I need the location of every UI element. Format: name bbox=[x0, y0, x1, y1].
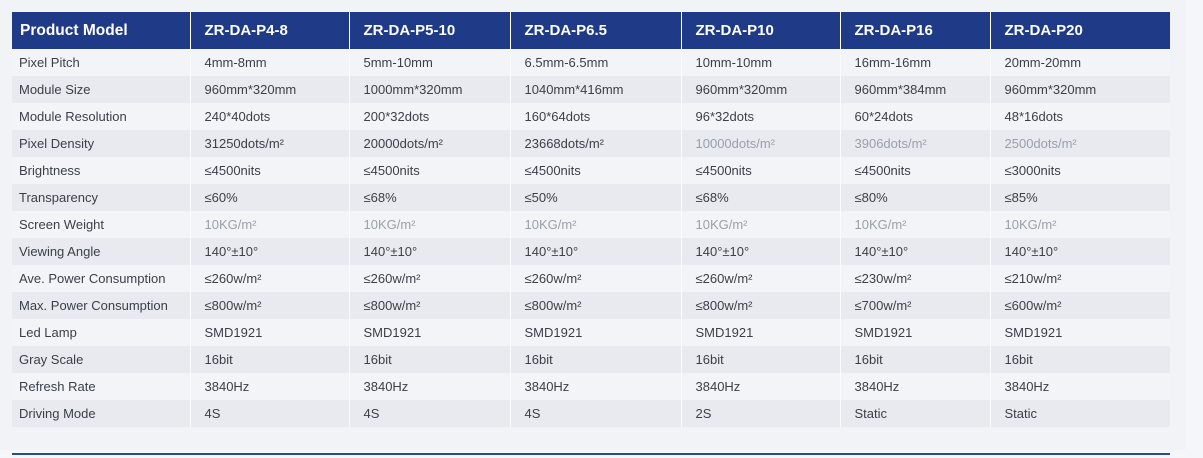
table-cell: SMD1921 bbox=[349, 319, 510, 346]
table-cell: 6.5mm-6.5mm bbox=[510, 49, 681, 76]
table-cell: ≤50% bbox=[510, 184, 681, 211]
table-cell: ≤800w/m² bbox=[510, 292, 681, 319]
table-cell: ≤260w/m² bbox=[349, 265, 510, 292]
table-cell: ≤4500nits bbox=[840, 157, 990, 184]
table-cell: 960mm*320mm bbox=[190, 76, 349, 103]
table-row bbox=[12, 319, 1170, 346]
row-label: Gray Scale bbox=[12, 346, 190, 373]
table-row bbox=[12, 103, 1170, 130]
table-cell: ≤700w/m² bbox=[840, 292, 990, 319]
row-label: Led Lamp bbox=[12, 319, 190, 346]
table-cell: 10KG/m² bbox=[510, 211, 681, 238]
table-row bbox=[12, 373, 1170, 400]
table-row bbox=[12, 400, 1170, 427]
table-cell: 10000dots/m² bbox=[681, 130, 840, 157]
row-label: Transparency bbox=[12, 184, 190, 211]
table-cell: ≤4500nits bbox=[681, 157, 840, 184]
bottom-divider bbox=[12, 453, 1170, 455]
header-model-p5-10: ZR-DA-P5-10 bbox=[349, 12, 510, 49]
table-cell: 4S bbox=[190, 400, 349, 427]
row-label: Refresh Rate bbox=[12, 373, 190, 400]
table-cell: 16bit bbox=[1004, 352, 1033, 367]
table-cell: 10KG/m² bbox=[190, 211, 349, 238]
table-row bbox=[12, 238, 1170, 265]
header-model-p16: ZR-DA-P16 bbox=[840, 12, 990, 49]
table-cell: SMD1921 bbox=[510, 319, 681, 346]
row-label: Pixel Density bbox=[12, 130, 190, 157]
table-cell: 140°±10° bbox=[510, 238, 681, 265]
table-cell: ≤800w/m² bbox=[190, 292, 349, 319]
table-cell: 3906dots/m² bbox=[840, 130, 990, 157]
table-cell: 16bit bbox=[510, 346, 681, 373]
table-cell: Static bbox=[1004, 406, 1038, 421]
table-cell: 48*16dots bbox=[1004, 109, 1064, 124]
table-cell: 4mm-8mm bbox=[190, 49, 349, 76]
table-cell: SMD1921 bbox=[190, 319, 349, 346]
header-model-p20: ZR-DA-P20 bbox=[1004, 22, 1083, 39]
table-cell: Static bbox=[840, 400, 990, 427]
table-cell: 1000mm*320mm bbox=[349, 76, 510, 103]
table-cell: 20000dots/m² bbox=[349, 130, 510, 157]
row-label: Pixel Pitch bbox=[12, 49, 190, 76]
table-cell: ≤800w/m² bbox=[681, 292, 840, 319]
header-model-p6-5: ZR-DA-P6.5 bbox=[510, 12, 681, 49]
table-cell: SMD1921 bbox=[840, 319, 990, 346]
table-cell: 4S bbox=[510, 400, 681, 427]
table-cell: 16bit bbox=[840, 346, 990, 373]
table-cell: 200*32dots bbox=[349, 103, 510, 130]
row-label: Driving Mode bbox=[12, 400, 190, 427]
table-row bbox=[12, 157, 1170, 184]
row-label: Screen Weight bbox=[12, 211, 190, 238]
table-cell: SMD1921 bbox=[681, 319, 840, 346]
table-cell: ≤600w/m² bbox=[1004, 298, 1062, 313]
table-cell: 16bit bbox=[681, 346, 840, 373]
table-cell: 240*40dots bbox=[190, 103, 349, 130]
table-cell: SMD1921 bbox=[1004, 325, 1063, 340]
table-cell: 60*24dots bbox=[840, 103, 990, 130]
row-label: Module Resolution bbox=[12, 103, 190, 130]
table-cell: 16bit bbox=[349, 346, 510, 373]
table-cell: ≤4500nits bbox=[510, 157, 681, 184]
table-cell: 10KG/m² bbox=[1004, 217, 1057, 232]
table-cell: 140°±10° bbox=[840, 238, 990, 265]
table-row bbox=[12, 184, 1170, 211]
table-cell: 31250dots/m² bbox=[190, 130, 349, 157]
table-cell: 140°±10° bbox=[681, 238, 840, 265]
table-row bbox=[12, 265, 1170, 292]
table-cell: 10KG/m² bbox=[349, 211, 510, 238]
table-cell: 4S bbox=[349, 400, 510, 427]
table-cell: 96*32dots bbox=[681, 103, 840, 130]
table-cell: ≤60% bbox=[190, 184, 349, 211]
table-cell: 5mm-10mm bbox=[349, 49, 510, 76]
table-cell: 960mm*384mm bbox=[840, 76, 990, 103]
table-cell: 10mm-10mm bbox=[681, 49, 840, 76]
table-cell: 10KG/m² bbox=[840, 211, 990, 238]
table-cell: 3840Hz bbox=[510, 373, 681, 400]
table-cell: 10KG/m² bbox=[681, 211, 840, 238]
header-row bbox=[12, 12, 1170, 49]
table-cell: 140°±10° bbox=[190, 238, 349, 265]
header-product-model: Product Model bbox=[12, 12, 190, 49]
table-cell: 16mm-16mm bbox=[840, 49, 990, 76]
header-model-p10: ZR-DA-P10 bbox=[681, 12, 840, 49]
table-cell: 140°±10° bbox=[349, 238, 510, 265]
row-label: Max. Power Consumption bbox=[12, 292, 190, 319]
table-cell: 3840Hz bbox=[681, 373, 840, 400]
table-cell: ≤80% bbox=[840, 184, 990, 211]
table-cell: ≤260w/m² bbox=[681, 265, 840, 292]
table-cell: ≤260w/m² bbox=[510, 265, 681, 292]
table-cell: ≤230w/m² bbox=[840, 265, 990, 292]
row-label: Ave. Power Consumption bbox=[12, 265, 190, 292]
table-cell: ≤68% bbox=[349, 184, 510, 211]
row-label: Module Size bbox=[12, 76, 190, 103]
table-cell: ≤260w/m² bbox=[190, 265, 349, 292]
table-cell: 20mm-20mm bbox=[1004, 55, 1082, 70]
table-cell: ≤85% bbox=[1004, 190, 1038, 205]
specification-table bbox=[12, 12, 1170, 427]
table-cell: 3840Hz bbox=[190, 373, 349, 400]
table-cell: ≤4500nits bbox=[349, 157, 510, 184]
table-cell: ≤3000nits bbox=[1004, 163, 1061, 178]
table-cell: ≤800w/m² bbox=[349, 292, 510, 319]
table-cell: 16bit bbox=[190, 346, 349, 373]
table-row bbox=[12, 76, 1170, 103]
table-cell: 140°±10° bbox=[1004, 244, 1059, 259]
table-cell: 160*64dots bbox=[510, 103, 681, 130]
table-cell: 960mm*320mm bbox=[1004, 82, 1097, 97]
table-cell: 23668dots/m² bbox=[510, 130, 681, 157]
table-row bbox=[12, 49, 1170, 76]
table-cell: 3840Hz bbox=[840, 373, 990, 400]
table-cell: 2S bbox=[681, 400, 840, 427]
table-row bbox=[12, 346, 1170, 373]
row-label: Brightness bbox=[12, 157, 190, 184]
header-model-p4-8: ZR-DA-P4-8 bbox=[190, 12, 349, 49]
table-row bbox=[12, 130, 1170, 157]
row-label: Viewing Angle bbox=[12, 238, 190, 265]
table-row bbox=[12, 211, 1170, 238]
table-cell: 960mm*320mm bbox=[681, 76, 840, 103]
table-cell: ≤68% bbox=[681, 184, 840, 211]
table-cell: ≤210w/m² bbox=[1004, 271, 1062, 286]
table-cell: 2500dots/m² bbox=[1004, 136, 1077, 151]
table-row bbox=[12, 292, 1170, 319]
table-cell: ≤4500nits bbox=[190, 157, 349, 184]
table-cell: 1040mm*416mm bbox=[510, 76, 681, 103]
table-cell: 3840Hz bbox=[349, 373, 510, 400]
table-cell: 3840Hz bbox=[1004, 379, 1050, 394]
